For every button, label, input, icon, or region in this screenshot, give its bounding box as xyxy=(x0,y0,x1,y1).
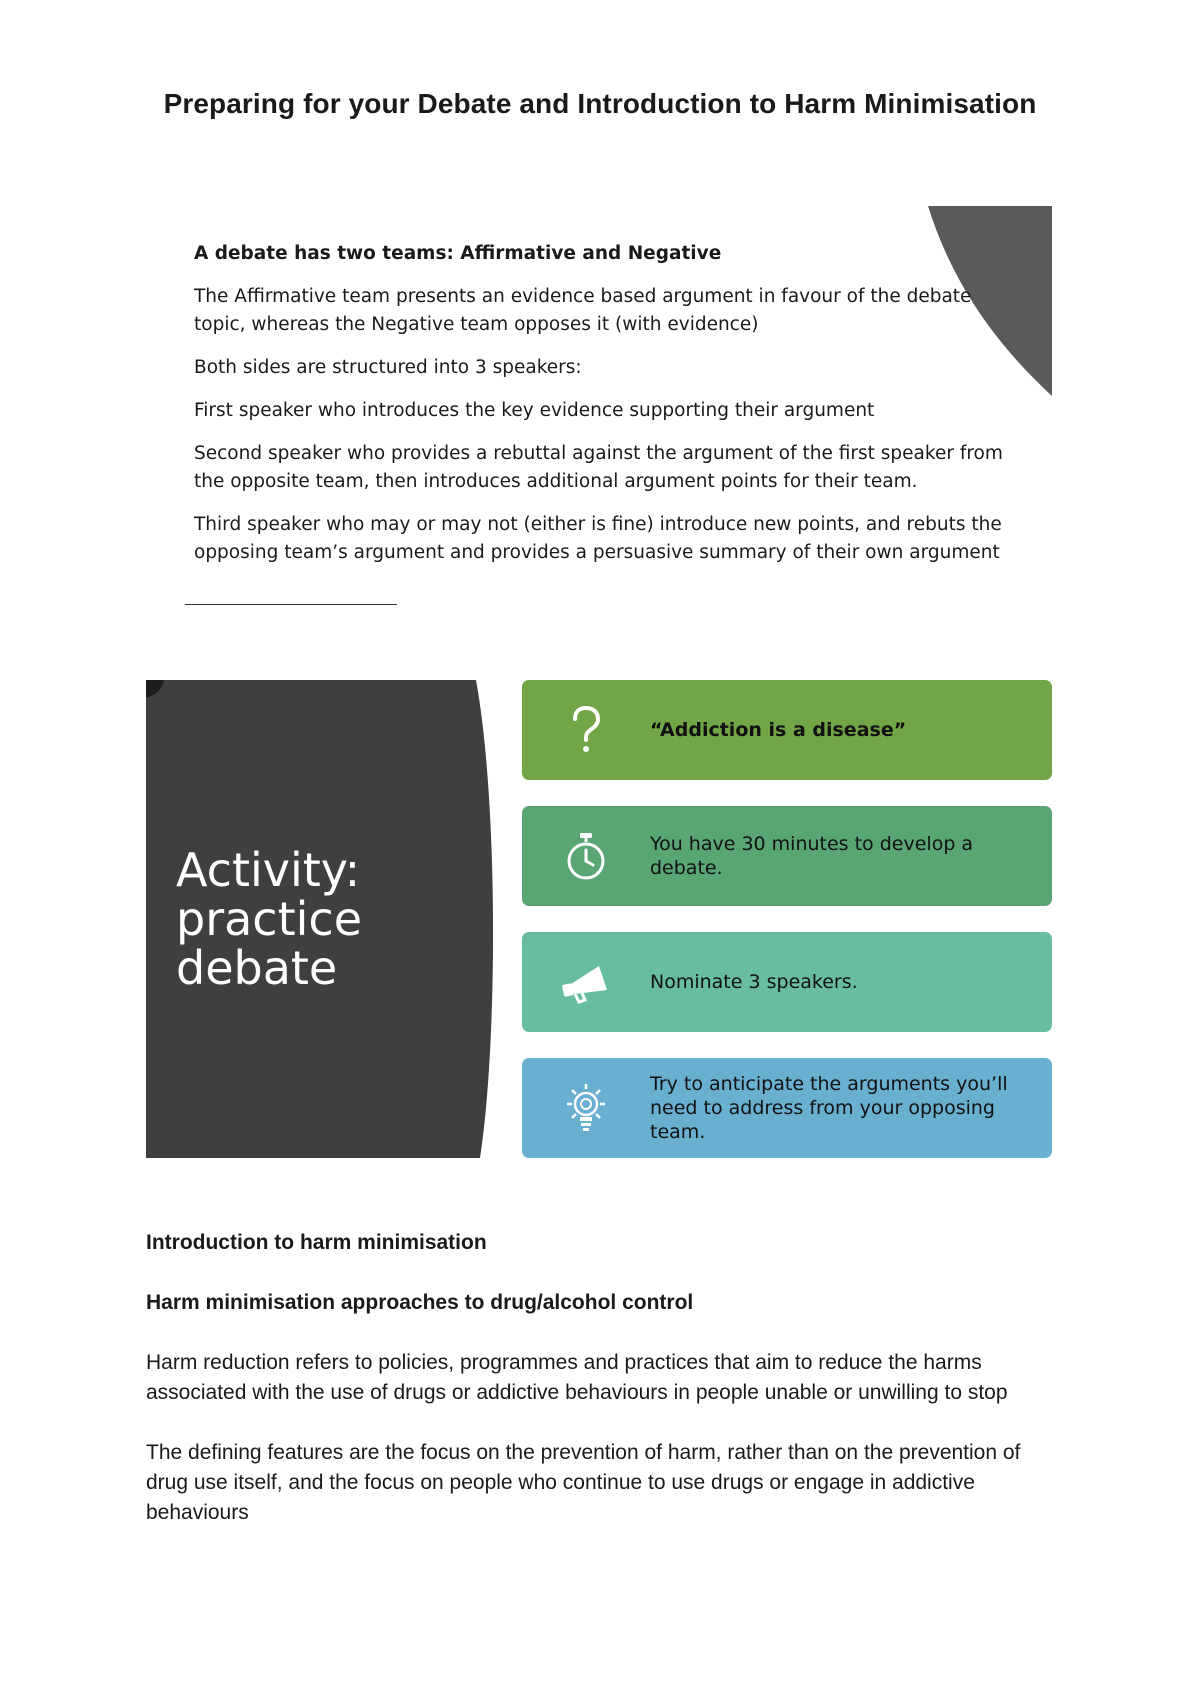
activity-title: Activity: practice debate xyxy=(176,843,362,995)
stopwatch-icon xyxy=(522,806,650,906)
body-paragraph: The defining features are the focus on the prevention of harm, rather than on the prevention of drug use itself, and the focus on people who continue to use drugs or engage in addictive behaviours xyxy=(146,1441,1021,1524)
body-paragraph: Harm reduction refers to policies, programmes and practices that aim to reduce the harms associated with the use of drugs or addictive behaviours in people unable or unwilling to stop xyxy=(146,1351,1008,1404)
slide-paragraph: The Affirmative team presents an evidence based argument in favour of the debate topic, whereas the Negative team opposes it (with evidence) xyxy=(194,286,972,335)
separator-line xyxy=(185,604,397,605)
lightbulb-icon xyxy=(522,1058,650,1158)
card-text: Try to anticipate the arguments you’ll need to address from your opposing team. xyxy=(650,1073,1008,1143)
card-text: You have 30 minutes to develop a debate. xyxy=(650,833,974,879)
megaphone-icon xyxy=(522,932,650,1032)
slide-paragraph: Third speaker who may or may not (either is fine) introduce new points, and rebuts the opposing team’s argument and provides a persuasive summary of their own argument xyxy=(194,514,1002,563)
card-text: Nominate 3 speakers. xyxy=(650,971,858,993)
card-time xyxy=(522,806,1052,906)
slide-heading: A debate has two teams: Affirmative and Negative xyxy=(194,243,722,264)
slide-paragraph: First speaker who introduces the key evidence supporting their argument xyxy=(194,400,875,421)
card-text: “Addiction is a disease” xyxy=(650,719,907,741)
harm-minimisation-section xyxy=(146,1228,1066,1558)
section-subheading: Harm minimisation approaches to drug/alcohol control xyxy=(146,1291,694,1314)
question-mark-icon xyxy=(522,680,650,780)
card-speakers xyxy=(522,932,1052,1032)
section-heading: Introduction to harm minimisation xyxy=(146,1231,487,1254)
slide-paragraph: Both sides are structured into 3 speakers: xyxy=(194,357,582,378)
card-anticipate xyxy=(522,1058,1052,1158)
document-title: Preparing for your Debate and Introduction to Harm Minimisation xyxy=(163,88,1037,119)
activity-slide xyxy=(146,680,1052,1158)
debate-structure-slide xyxy=(180,206,1052,578)
slide-paragraph: Second speaker who provides a rebuttal against the argument of the first speaker from the opposite team, then introduces additional argument points for their team. xyxy=(194,443,1003,492)
card-topic xyxy=(522,680,1052,780)
